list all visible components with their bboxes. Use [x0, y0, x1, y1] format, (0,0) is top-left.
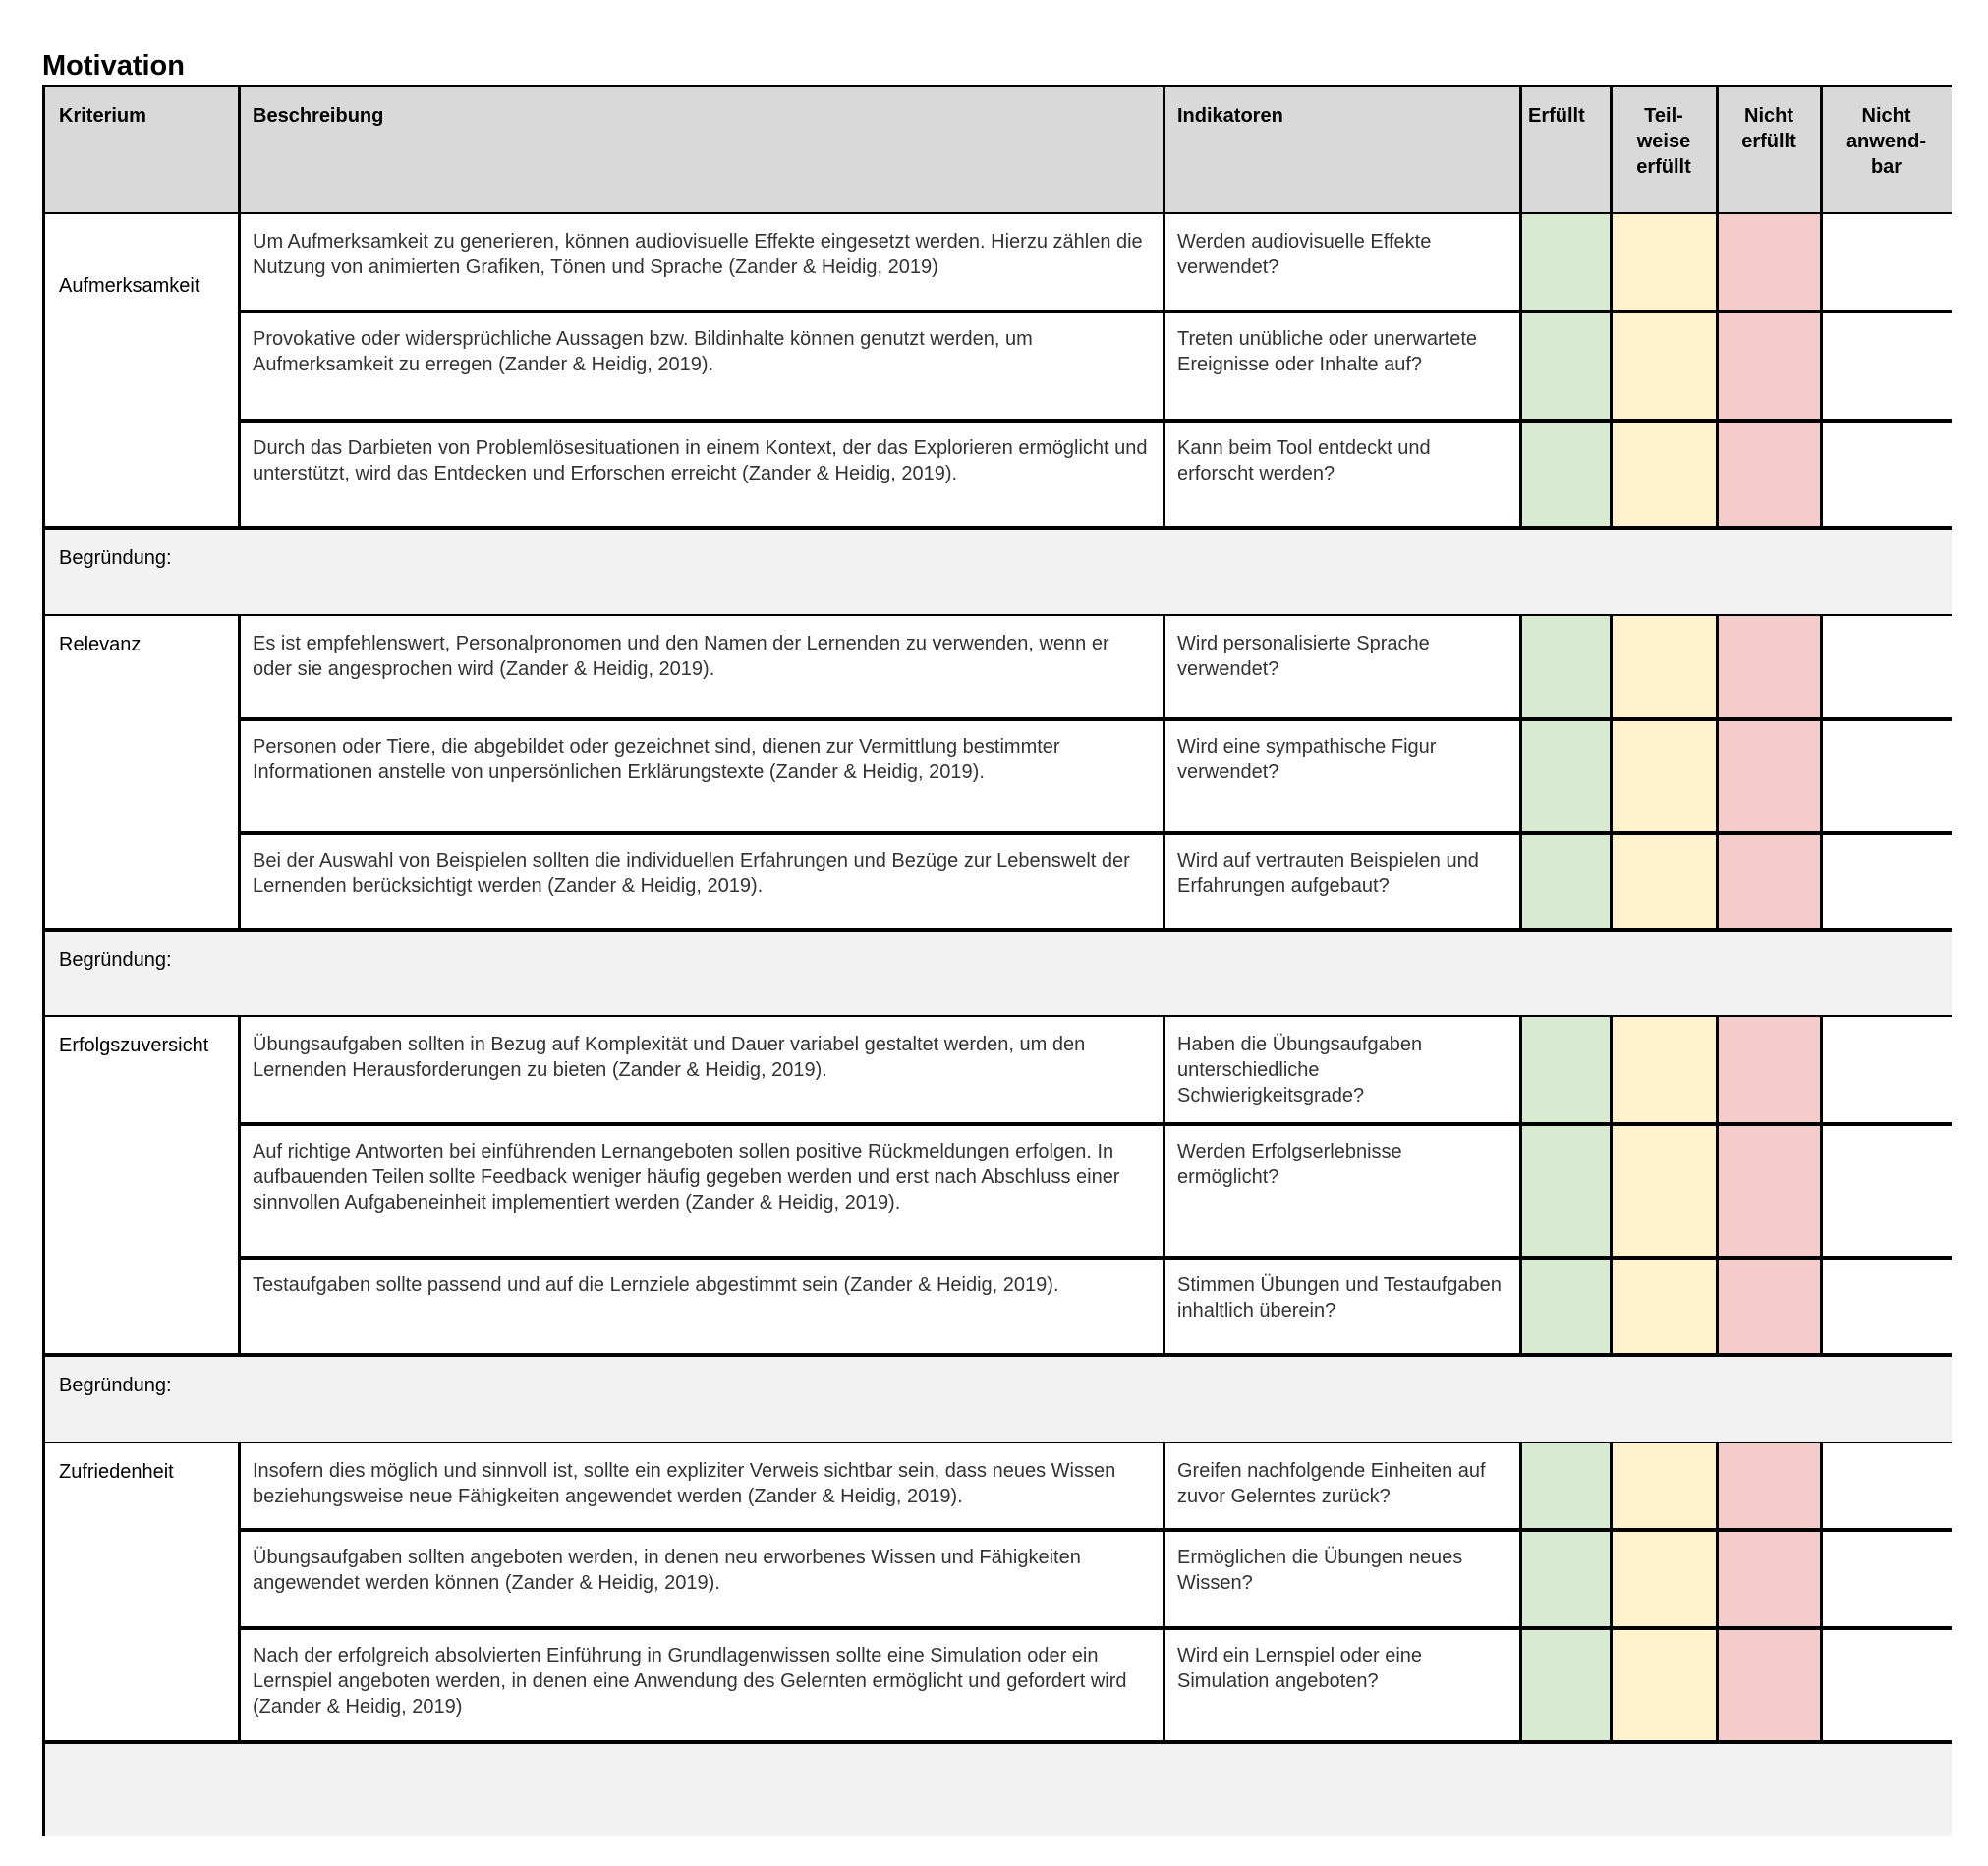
description-cell: Es ist empfehlenswert, Personalpronomen und den Namen der Lernenden zu verwenden, wenn er oder sie angesprochen wird (Zander & Heidig, 2019).	[239, 616, 1164, 719]
section-divider	[45, 928, 1952, 932]
column-divider	[1610, 1258, 1613, 1355]
rating-teilweise-erfuellt-checkbox[interactable]	[1611, 214, 1717, 311]
rating-teilweise-erfuellt-checkbox[interactable]	[1611, 1124, 1717, 1258]
column-divider	[1820, 1258, 1823, 1355]
column-divider	[1519, 421, 1522, 528]
description-cell: Personen oder Tiere, die abgebildet oder gezeichnet sind, dienen zur Vermittlung bestimmter Informationen anstelle von unpersönlichen Erklärungstexte (Zander & Heidig, 2019).	[239, 719, 1164, 833]
column-divider	[1163, 87, 1165, 214]
indicator-cell: Wird personalisierte Sprache verwendet?	[1164, 616, 1520, 719]
rating-erfuellt-checkbox[interactable]	[1520, 214, 1611, 311]
indicator-cell: Werden audiovisuelle Effekte verwendet?	[1164, 214, 1520, 311]
rating-nicht-erfuellt-checkbox[interactable]	[1717, 719, 1821, 833]
rating-teilweise-erfuellt-checkbox[interactable]	[1611, 1017, 1717, 1124]
column-divider	[238, 833, 241, 930]
column-divider	[1820, 616, 1823, 719]
column-divider	[1820, 1628, 1823, 1742]
column-divider	[1519, 1124, 1522, 1258]
description-cell: Testaufgaben sollte passend und auf die Lernziele abgestimmt sein (Zander & Heidig, 2019).	[239, 1258, 1164, 1355]
begruendung-field[interactable]: Begründung:	[45, 528, 1952, 616]
header-nicht-anwendbar: Nicht anwend- bar	[1821, 87, 1952, 214]
rating-teilweise-erfuellt-checkbox[interactable]	[1611, 1628, 1717, 1742]
rating-nicht-erfuellt-checkbox[interactable]	[1717, 616, 1821, 719]
rating-teilweise-erfuellt-checkbox[interactable]	[1611, 1258, 1717, 1355]
description-cell: Nach der erfolgreich absolvierten Einführung in Grundlagenwissen sollte eine Simulation oder ein Lernspiel angeboten werden, in denen eine Anwendung des Gelernten ermöglicht und gefordert wird (Zander & Heidig, 2019)	[239, 1628, 1164, 1742]
indicator-cell: Wird ein Lernspiel oder eine Simulation angeboten?	[1164, 1628, 1520, 1742]
rating-erfuellt-checkbox[interactable]	[1520, 1258, 1611, 1355]
rating-erfuellt-checkbox[interactable]	[1520, 1124, 1611, 1258]
motivation-table	[42, 85, 1952, 1836]
rating-nicht-erfuellt-checkbox[interactable]	[1717, 1017, 1821, 1124]
column-divider	[1163, 1628, 1165, 1742]
column-divider	[1716, 1443, 1719, 1530]
indicator-cell: Wird auf vertrauten Beispielen und Erfahrungen aufgebaut?	[1164, 833, 1520, 930]
rating-nicht-erfuellt-checkbox[interactable]	[1717, 421, 1821, 528]
column-divider	[1716, 1124, 1719, 1258]
column-divider	[1610, 833, 1613, 930]
description-cell: Auf richtige Antworten bei einführenden Lernangeboten sollen positive Rückmeldungen erfolgen. In aufbauenden Teilen sollte Feedback weniger häufig gegeben werden und erst nach Abschluss einer sinnvollen Aufgabeneinheit implementiert werden (Zander & Heidig, 2019).	[239, 1124, 1164, 1258]
rating-nicht-anwendbar-checkbox[interactable]	[1821, 833, 1952, 930]
rating-nicht-erfuellt-checkbox[interactable]	[1717, 1258, 1821, 1355]
column-divider	[1163, 1017, 1165, 1124]
column-divider	[1610, 214, 1613, 311]
header-kriterium: Kriterium	[45, 87, 239, 214]
indicator-cell: Ermöglichen die Übungen neues Wissen?	[1164, 1530, 1520, 1628]
column-divider	[1820, 1017, 1823, 1124]
indicator-cell: Treten unübliche oder unerwartete Ereignisse oder Inhalte auf?	[1164, 311, 1520, 421]
header-nicht-erfuellt: Nicht erfüllt	[1717, 87, 1821, 214]
rating-teilweise-erfuellt-checkbox[interactable]	[1611, 1530, 1717, 1628]
column-divider	[1716, 719, 1719, 833]
column-divider	[1716, 1530, 1719, 1628]
criterion-label: Aufmerksamkeit	[45, 214, 239, 528]
rating-erfuellt-checkbox[interactable]	[1520, 1628, 1611, 1742]
section-divider	[45, 1353, 1952, 1357]
rating-nicht-anwendbar-checkbox[interactable]	[1821, 616, 1952, 719]
column-divider	[1716, 87, 1719, 214]
rating-erfuellt-checkbox[interactable]	[1520, 616, 1611, 719]
column-divider	[1820, 1124, 1823, 1258]
rating-nicht-anwendbar-checkbox[interactable]	[1821, 1017, 1952, 1124]
rating-teilweise-erfuellt-checkbox[interactable]	[1611, 616, 1717, 719]
column-divider	[1163, 719, 1165, 833]
column-divider	[1163, 311, 1165, 421]
rating-nicht-erfuellt-checkbox[interactable]	[1717, 1443, 1821, 1530]
rating-nicht-anwendbar-checkbox[interactable]	[1821, 719, 1952, 833]
column-divider	[1716, 1258, 1719, 1355]
column-divider	[1519, 833, 1522, 930]
column-divider	[1163, 421, 1165, 528]
column-divider	[1820, 833, 1823, 930]
column-divider	[1519, 214, 1522, 311]
row-divider	[239, 1626, 1952, 1630]
row-divider	[239, 419, 1952, 423]
column-divider	[1716, 1017, 1719, 1124]
column-divider	[1163, 616, 1165, 719]
section-divider	[45, 1740, 1952, 1744]
indicator-cell: Greifen nachfolgende Einheiten auf zuvor Gelerntes zurück?	[1164, 1443, 1520, 1530]
description-cell: Provokative oder widersprüchliche Aussagen bzw. Bildinhalte können genutzt werden, um Aufmerksamkeit zu erregen (Zander & Heidig, 2019).	[239, 311, 1164, 421]
column-divider	[238, 421, 241, 528]
column-divider	[1519, 311, 1522, 421]
column-divider	[1820, 214, 1823, 311]
rating-nicht-erfuellt-checkbox[interactable]	[1717, 214, 1821, 311]
column-divider	[1610, 311, 1613, 421]
column-divider	[238, 1628, 241, 1742]
begruendung-field[interactable]: Begründung:	[45, 930, 1952, 1017]
column-divider	[238, 1443, 241, 1530]
page-title: Motivation	[42, 50, 185, 82]
rating-erfuellt-checkbox[interactable]	[1520, 421, 1611, 528]
column-divider	[238, 1124, 241, 1258]
header-erfuellt: Erfüllt	[1520, 87, 1611, 214]
column-divider	[1716, 421, 1719, 528]
rating-nicht-anwendbar-checkbox[interactable]	[1821, 1628, 1952, 1742]
rating-nicht-erfuellt-checkbox[interactable]	[1717, 1530, 1821, 1628]
column-divider	[1610, 1628, 1613, 1742]
column-divider	[1716, 311, 1719, 421]
rating-nicht-anwendbar-checkbox[interactable]	[1821, 421, 1952, 528]
column-divider	[1163, 1124, 1165, 1258]
description-cell: Übungsaufgaben sollten angeboten werden, in denen neu erworbenes Wissen und Fähigkeiten angewendet werden können (Zander & Heidig, 2019).	[239, 1530, 1164, 1628]
column-divider	[1610, 1017, 1613, 1124]
column-divider	[1610, 421, 1613, 528]
column-divider	[1820, 421, 1823, 528]
begruendung-field[interactable]: Begründung:	[45, 1355, 1952, 1443]
column-divider	[238, 311, 241, 421]
rating-nicht-anwendbar-checkbox[interactable]	[1821, 214, 1952, 311]
column-divider	[1820, 87, 1823, 214]
column-divider	[1820, 311, 1823, 421]
description-cell: Bei der Auswahl von Beispielen sollten die individuellen Erfahrungen und Bezüge zur Lebenswelt der Lernenden berücksichtigt werden (Zander & Heidig, 2019).	[239, 833, 1164, 930]
rating-teilweise-erfuellt-checkbox[interactable]	[1611, 311, 1717, 421]
column-divider	[1610, 1530, 1613, 1628]
column-divider	[1820, 719, 1823, 833]
row-divider	[239, 831, 1952, 835]
description-cell: Übungsaufgaben sollten in Bezug auf Komplexität und Dauer variabel gestaltet werden, um den Lernenden Herausforderungen zu bieten (Zander & Heidig, 2019).	[239, 1017, 1164, 1124]
criterion-label: Relevanz	[45, 616, 239, 930]
column-divider	[1610, 616, 1613, 719]
column-divider	[1716, 1628, 1719, 1742]
rating-nicht-erfuellt-checkbox[interactable]	[1717, 1628, 1821, 1742]
column-divider	[1716, 214, 1719, 311]
row-divider	[239, 1256, 1952, 1260]
rating-erfuellt-checkbox[interactable]	[1520, 1530, 1611, 1628]
column-divider	[1519, 87, 1522, 214]
rating-teilweise-erfuellt-checkbox[interactable]	[1611, 1443, 1717, 1530]
row-divider	[239, 1528, 1952, 1532]
indicator-cell: Werden Erfolgserlebnisse ermöglicht?	[1164, 1124, 1520, 1258]
column-divider	[238, 1258, 241, 1355]
row-divider	[239, 717, 1952, 721]
rating-erfuellt-checkbox[interactable]	[1520, 719, 1611, 833]
criterion-label: Erfolgszuversicht	[45, 1017, 239, 1355]
row-divider	[239, 1122, 1952, 1126]
rating-nicht-anwendbar-checkbox[interactable]	[1821, 1258, 1952, 1355]
rating-nicht-anwendbar-checkbox[interactable]	[1821, 1530, 1952, 1628]
column-divider	[1519, 719, 1522, 833]
description-cell: Insofern dies möglich und sinnvoll ist, sollte ein expliziter Verweis sichtbar sein, dass neues Wissen beziehungsweise neue Fähigkeiten angewendet werden (Zander & Heidig, 2019).	[239, 1443, 1164, 1530]
column-divider	[1610, 87, 1613, 214]
rating-erfuellt-checkbox[interactable]	[1520, 311, 1611, 421]
column-divider	[1163, 1258, 1165, 1355]
rating-teilweise-erfuellt-checkbox[interactable]	[1611, 833, 1717, 930]
column-divider	[1820, 1443, 1823, 1530]
column-divider	[1610, 1443, 1613, 1530]
rating-erfuellt-checkbox[interactable]	[1520, 1443, 1611, 1530]
indicator-cell: Stimmen Übungen und Testaufgaben inhaltlich überein?	[1164, 1258, 1520, 1355]
column-divider	[1163, 1530, 1165, 1628]
column-divider	[238, 87, 241, 214]
rating-teilweise-erfuellt-checkbox[interactable]	[1611, 421, 1717, 528]
rating-nicht-anwendbar-checkbox[interactable]	[1821, 311, 1952, 421]
column-divider	[1716, 833, 1719, 930]
column-divider	[1163, 1443, 1165, 1530]
rating-erfuellt-checkbox[interactable]	[1520, 833, 1611, 930]
column-divider	[1519, 1628, 1522, 1742]
rating-nicht-erfuellt-checkbox[interactable]	[1717, 311, 1821, 421]
rating-nicht-anwendbar-checkbox[interactable]	[1821, 1124, 1952, 1258]
column-divider	[1519, 616, 1522, 719]
rating-teilweise-erfuellt-checkbox[interactable]	[1611, 719, 1717, 833]
column-divider	[1163, 833, 1165, 930]
column-divider	[238, 1530, 241, 1628]
indicator-cell: Wird eine sympathische Figur verwendet?	[1164, 719, 1520, 833]
column-divider	[1610, 1124, 1613, 1258]
column-divider	[238, 1017, 241, 1124]
description-cell: Um Aufmerksamkeit zu generieren, können audiovisuelle Effekte eingesetzt werden. Hierzu zählen die Nutzung von animierten Grafiken, Tönen und Sprache (Zander & Heidig, 2019)	[239, 214, 1164, 311]
begruendung-field[interactable]	[45, 1742, 1952, 1836]
rating-nicht-anwendbar-checkbox[interactable]	[1821, 1443, 1952, 1530]
indicator-cell: Haben die Übungsaufgaben unterschiedliche Schwierigkeitsgrade?	[1164, 1017, 1520, 1124]
column-divider	[1519, 1530, 1522, 1628]
column-divider	[1610, 719, 1613, 833]
section-divider	[45, 526, 1952, 530]
criterion-label: Zufriedenheit	[45, 1443, 239, 1742]
header-teilweise-erfuellt: Teil- weise erfüllt	[1611, 87, 1717, 214]
rating-nicht-erfuellt-checkbox[interactable]	[1717, 1124, 1821, 1258]
column-divider	[238, 616, 241, 719]
column-divider	[1519, 1443, 1522, 1530]
description-cell: Durch das Darbieten von Problemlösesituationen in einem Kontext, der das Explorieren ermöglicht und unterstützt, wird das Entdecken und Erforschen erreicht (Zander & Heidig, 2019).	[239, 421, 1164, 528]
row-divider	[239, 310, 1952, 313]
column-divider	[1519, 1258, 1522, 1355]
header-indikatoren: Indikatoren	[1164, 87, 1520, 214]
column-divider	[238, 719, 241, 833]
indicator-cell: Kann beim Tool entdeckt und erforscht werden?	[1164, 421, 1520, 528]
column-divider	[1163, 214, 1165, 311]
rating-nicht-erfuellt-checkbox[interactable]	[1717, 833, 1821, 930]
rating-erfuellt-checkbox[interactable]	[1520, 1017, 1611, 1124]
header-beschreibung: Beschreibung	[239, 87, 1164, 214]
column-divider	[238, 214, 241, 311]
column-divider	[1820, 1530, 1823, 1628]
column-divider	[1716, 616, 1719, 719]
column-divider	[1519, 1017, 1522, 1124]
